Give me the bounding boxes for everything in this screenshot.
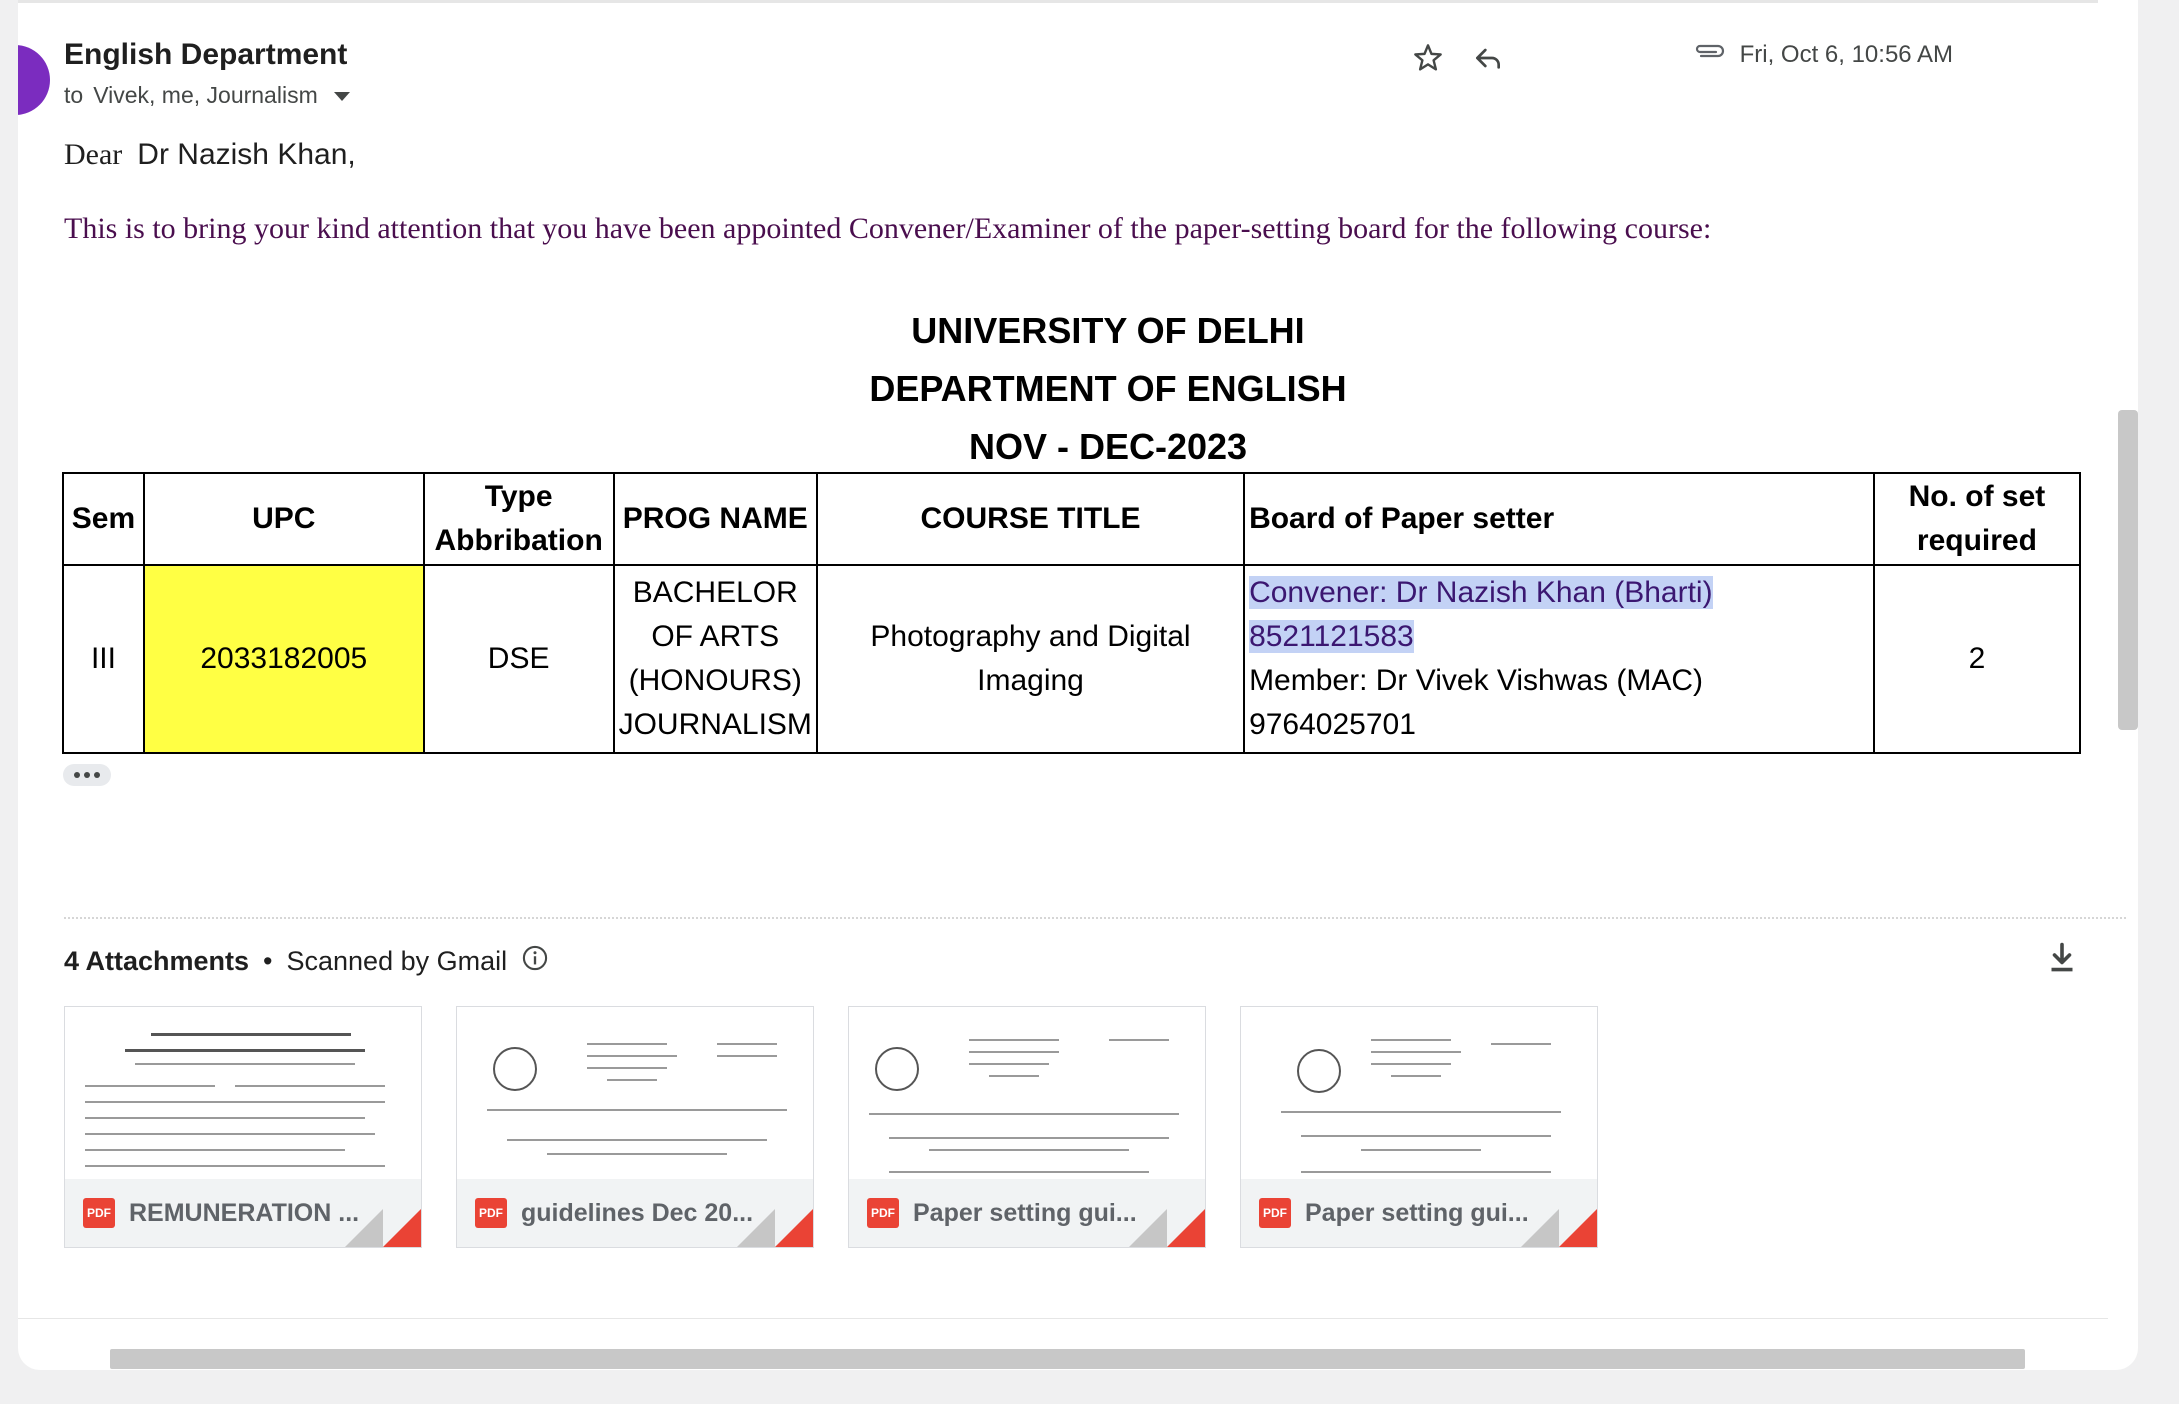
- attachments-divider: [64, 917, 2126, 919]
- course-table: [62, 472, 2081, 754]
- header-sets-line1: No. of set: [1908, 480, 2046, 513]
- header-type-line1: Type: [484, 480, 553, 513]
- header-board: Board of Paper setter: [1244, 473, 1874, 565]
- prog-line: OF ARTS: [651, 620, 780, 653]
- pdf-icon: PDF: [83, 1198, 115, 1228]
- document-headings: [98, 302, 2118, 476]
- star-icon[interactable]: [1406, 36, 1450, 80]
- attachment-thumbnail[interactable]: [457, 1007, 813, 1179]
- attachment-thumbnail[interactable]: [65, 1007, 421, 1179]
- course-line: Photography and Digital: [870, 620, 1191, 653]
- member-line: Member: Dr Vivek Vishwas (MAC) 9764025701: [1249, 664, 1704, 741]
- message-meta: [1692, 40, 1953, 69]
- greeting: [64, 138, 356, 172]
- cell-course: [817, 565, 1244, 753]
- attachment-card[interactable]: [64, 1006, 422, 1248]
- greeting-word: Dear: [64, 138, 123, 171]
- attachment-name[interactable]: REMUNERATION ...: [129, 1198, 360, 1227]
- cell-upc: 2033182005: [144, 565, 424, 753]
- dot: [84, 772, 90, 778]
- pdf-icon: PDF: [867, 1198, 899, 1228]
- cell-prog: [614, 565, 817, 753]
- top-divider: [18, 0, 2098, 3]
- separator: •: [263, 946, 273, 976]
- page-fold: [1129, 1209, 1167, 1247]
- cell-board: [1244, 565, 1874, 753]
- attachments-header: [64, 944, 549, 979]
- pdf-icon: PDF: [475, 1198, 507, 1228]
- recipients-prefix: to: [64, 82, 84, 108]
- reply-icon[interactable]: [1466, 36, 1510, 80]
- header-sem: Sem: [63, 473, 144, 565]
- cell-sem: III: [63, 565, 144, 753]
- header-type: [424, 473, 614, 565]
- show-trimmed-content-button[interactable]: [63, 764, 111, 786]
- attachment-card[interactable]: [848, 1006, 1206, 1248]
- greeting-name: Dr Nazish Khan,: [137, 138, 356, 171]
- sender-name[interactable]: English Department: [64, 38, 348, 71]
- header-sets-line2: required: [1916, 524, 2037, 557]
- header-upc: UPC: [144, 473, 424, 565]
- attachment-thumbnail[interactable]: [1241, 1007, 1597, 1179]
- table-header-row: [63, 473, 2080, 565]
- course-line: Imaging: [977, 664, 1084, 697]
- info-icon[interactable]: [521, 944, 549, 979]
- page-fold: [775, 1209, 813, 1247]
- download-icon[interactable]: [2044, 940, 2080, 981]
- heading-session: NOV - DEC-2023: [968, 426, 1248, 467]
- sender-avatar[interactable]: [18, 45, 50, 115]
- vertical-scrollbar[interactable]: [2118, 410, 2138, 730]
- appointment-notice: This is to bring your kind attention that you have been appointed Convener/Examiner of the paper-setting board for the following course:: [64, 212, 1712, 245]
- attachments-count: 4 Attachments: [64, 946, 250, 976]
- attachment-card[interactable]: [1240, 1006, 1598, 1248]
- page-fold: [345, 1209, 383, 1247]
- page-fold: [1521, 1209, 1559, 1247]
- message-date[interactable]: Fri, Oct 6, 10:56 AM: [1739, 40, 1953, 68]
- prog-line: (HONOURS): [628, 664, 802, 697]
- page-fold: [737, 1209, 775, 1247]
- paperclip-icon: [1692, 40, 1726, 69]
- scanned-label: Scanned by Gmail: [286, 946, 508, 976]
- chevron-down-icon[interactable]: [334, 92, 350, 101]
- attachment-name[interactable]: Paper setting gui...: [1305, 1198, 1529, 1227]
- convener-line[interactable]: [1249, 571, 1869, 659]
- header-course: COURSE TITLE: [817, 473, 1244, 565]
- pdf-icon: PDF: [1259, 1198, 1291, 1228]
- heading-department: DEPARTMENT OF ENGLISH: [869, 368, 1347, 409]
- header-sets: [1874, 473, 2080, 565]
- recipients-list: Vivek, me, Journalism: [93, 82, 318, 108]
- prog-line: BACHELOR: [632, 576, 798, 609]
- attachment-thumbnail[interactable]: [849, 1007, 1205, 1179]
- prog-line: JOURNALISM: [618, 708, 812, 741]
- recipients-line[interactable]: [64, 82, 350, 109]
- dot: [74, 772, 80, 778]
- header-prog: PROG NAME: [614, 473, 817, 565]
- dot: [94, 772, 100, 778]
- header-type-line2: Abbribation: [434, 524, 603, 557]
- cell-sets: 2: [1874, 565, 2080, 753]
- attachment-card[interactable]: [456, 1006, 814, 1248]
- attachment-name[interactable]: Paper setting gui...: [913, 1198, 1137, 1227]
- table-row: [63, 565, 2080, 753]
- page-fold: [1167, 1209, 1205, 1247]
- page-fold: [383, 1209, 421, 1247]
- page-fold: [1559, 1209, 1597, 1247]
- selected-text[interactable]: Convener: Dr Nazish Khan (Bharti) 8521121583: [1249, 576, 1713, 653]
- horizontal-scrollbar[interactable]: [110, 1349, 2025, 1369]
- cell-type: DSE: [424, 565, 614, 753]
- attachment-name[interactable]: guidelines Dec 20...: [521, 1198, 754, 1227]
- bottom-divider: [18, 1318, 2108, 1319]
- heading-university: UNIVERSITY OF DELHI: [911, 310, 1305, 351]
